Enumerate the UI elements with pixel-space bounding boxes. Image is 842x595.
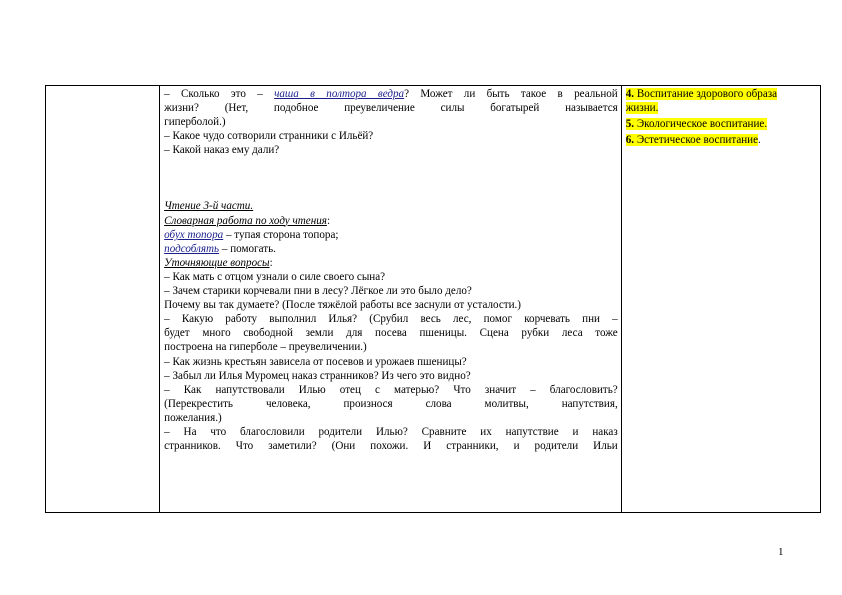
text-line <box>164 87 618 101</box>
table-row <box>46 86 821 513</box>
emphasized-text: обух топора <box>164 228 224 241</box>
text-run: странников. Что заметили? (Они похожи. И странники, и родители Ильи <box>164 440 618 453</box>
goal-text-continued: жизни. <box>625 102 659 115</box>
text-run: – Какую работу выполнил Илья? (Срубил весь лес, помог корчевать пни – <box>164 313 618 326</box>
text-line <box>164 256 618 270</box>
text-run: построена на гиперболе – преувеличении.) <box>164 341 367 354</box>
paragraph-spacer <box>164 157 618 199</box>
emphasized-text: чаша в полтора ведра <box>274 88 405 100</box>
text-line <box>164 101 618 115</box>
text-run: – Какое чудо сотворили странники с Ильёй? <box>164 130 374 143</box>
text-line <box>164 270 618 284</box>
text-line <box>164 115 618 129</box>
text-run: – Забыл ли Илья Муромец наказ странников? Из чего это видно? <box>164 369 471 382</box>
text-line <box>164 228 618 242</box>
text-line <box>164 383 618 397</box>
goal-text-tail: . <box>758 134 761 147</box>
highlighted-text <box>626 88 777 100</box>
text-run: : <box>326 214 331 227</box>
text-line <box>164 397 618 411</box>
emphasized-text: Словарная работа по ходу чтения <box>164 214 327 227</box>
text-line <box>164 242 618 256</box>
goal-number: 5. <box>625 118 635 131</box>
text-run: – Зачем старики корчевали пни в лесу? Лёгкое ли это было дело? <box>164 285 472 298</box>
text-line <box>164 284 618 298</box>
goals-cell <box>621 86 820 513</box>
text-run: (Перекрестить человека, произнося слова молитвы, напутствия, <box>164 397 618 410</box>
goal-item <box>626 117 818 131</box>
text-line <box>164 199 618 213</box>
text-run: – Сколько это – <box>164 88 275 100</box>
text-run: – помогать. <box>219 242 276 255</box>
goal-text: Эстетическое воспитание <box>634 134 759 147</box>
lesson-plan-table <box>45 85 821 513</box>
goals-list <box>622 86 820 147</box>
text-line <box>164 143 618 157</box>
text-run: : <box>269 256 273 269</box>
text-line <box>164 425 618 439</box>
lesson-content-cell <box>160 86 622 513</box>
text-line <box>164 340 618 354</box>
text-run: пожелания.) <box>164 411 222 424</box>
text-line <box>164 298 618 312</box>
text-run: гиперболой.) <box>164 116 226 129</box>
goal-item <box>626 133 818 147</box>
highlighted-text <box>626 134 758 146</box>
highlighted-text <box>626 118 767 130</box>
text-line <box>164 214 618 228</box>
text-run: ? Может ли быть такое в реальной <box>404 88 618 100</box>
emphasized-text: Уточняющие вопросы <box>164 256 270 269</box>
goal-text: Воспитание здорового образа <box>634 88 778 100</box>
text-line <box>164 369 618 383</box>
text-run: жизни? (Нет, подобное преувеличение силы богатырей называется <box>164 102 618 115</box>
lesson-content <box>160 86 621 512</box>
goal-item <box>626 87 818 115</box>
emphasized-text: подсоблять <box>164 242 220 255</box>
text-run: – Как напутствовали Илью отец с матерью? Что значит – благословить? <box>164 383 618 396</box>
text-run: – тупая сторона топора; <box>223 228 339 241</box>
text-line <box>164 411 618 425</box>
text-run: – Как мать с отцом узнали о силе своего сына? <box>164 270 386 283</box>
goal-number: 4. <box>625 88 635 100</box>
text-run: – На что благословили родители Илью? Сравните их напутствие и наказ <box>164 425 618 438</box>
text-line <box>164 355 618 369</box>
text-run: Почему вы так думаете? (После тяжёлой работы все заснули от усталости.) <box>164 299 521 312</box>
goal-text: Экологическое воспитание. <box>634 118 768 131</box>
text-line <box>164 129 618 143</box>
text-run: – Какой наказ ему дали? <box>164 144 280 157</box>
page-number: 1 <box>778 546 784 558</box>
text-run: – Как жизнь крестьян зависела от посевов и урожаев пшеницы? <box>164 355 467 368</box>
emphasized-text: Чтение 3-й части. <box>164 200 254 213</box>
goal-number: 6. <box>625 134 635 147</box>
text-line <box>164 326 618 340</box>
text-line <box>164 439 618 453</box>
left-empty-cell <box>46 86 160 513</box>
text-line <box>164 312 618 326</box>
text-run: будет много свободной земли для посева пшеницы. Сцена рубки леса тоже <box>164 327 618 340</box>
